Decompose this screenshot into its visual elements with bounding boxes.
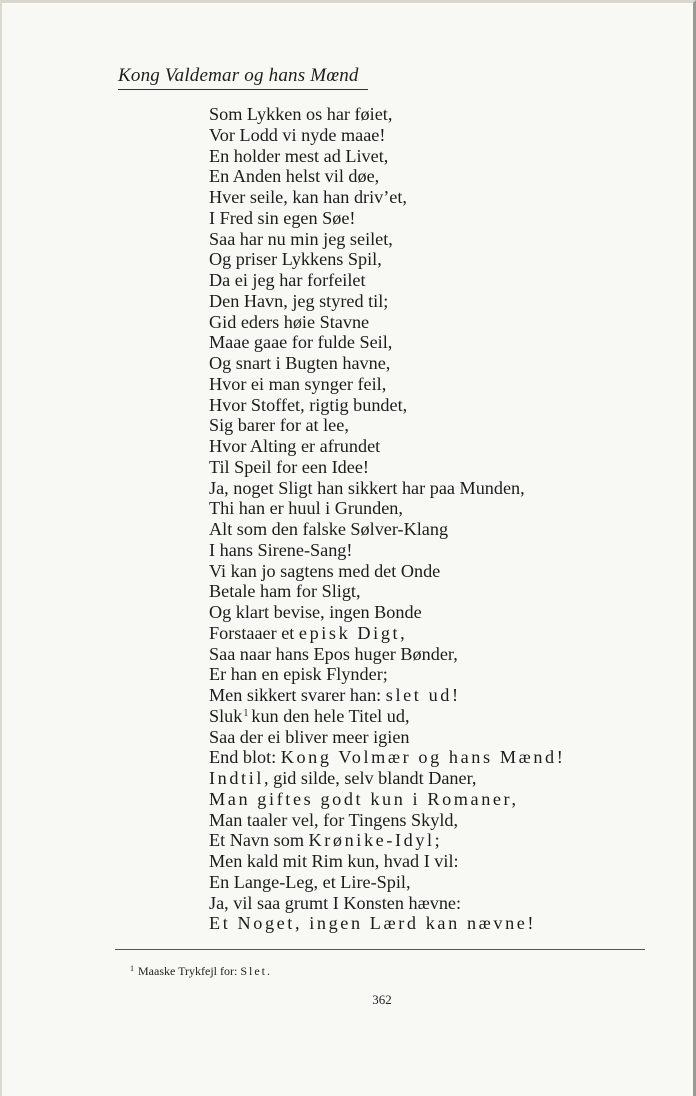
spaced-emphasis: Et Noget, ingen Lærd kan nævne! — [209, 913, 537, 934]
line-text: Vi kan jo sagtens med det Onde — [209, 560, 441, 581]
poem-line — [209, 830, 565, 851]
poem-line — [209, 810, 565, 831]
line-text: En Anden helst vil døe, — [209, 166, 380, 187]
line-text: Men sikkert svarer han: — [209, 685, 386, 705]
spaced-emphasis: Indtil — [209, 768, 265, 788]
line-text: Hver seile, kan han driv’et, — [209, 187, 407, 207]
poem-body — [209, 104, 565, 934]
poem-line — [209, 685, 565, 706]
poem-line — [209, 415, 565, 436]
spaced-emphasis: Krønike-Idyl; — [308, 830, 443, 851]
footnote-emphasis: Slet. — [240, 964, 272, 978]
poem-line — [209, 664, 565, 685]
spaced-emphasis: episk Digt — [298, 622, 401, 643]
poem-line — [209, 166, 565, 187]
poem-line — [209, 146, 565, 167]
poem-line — [209, 395, 565, 416]
poem-line — [209, 851, 565, 872]
line-text: Et Navn som — [209, 830, 309, 851]
poem-line — [209, 457, 565, 478]
poem-line — [209, 893, 565, 914]
poem-line — [209, 623, 565, 644]
poem-line — [209, 374, 565, 395]
poem-line — [209, 249, 565, 270]
poem-line — [209, 872, 565, 893]
footnote-text: Maaske Trykfejl for: — [138, 964, 241, 978]
poem-line — [209, 125, 565, 146]
spaced-emphasis: Man giftes godt kun i Romaner, — [209, 788, 519, 809]
page-number: 362 — [372, 992, 392, 1007]
line-text: Thi han er huul i Grunden, — [209, 498, 403, 519]
poem-line — [209, 312, 565, 333]
poem-line — [209, 187, 565, 208]
poem-line — [209, 353, 565, 374]
line-text: , — [400, 622, 405, 643]
footnote-reference: 1 — [243, 707, 249, 719]
line-text: , gid silde, selv blandt Daner, — [264, 768, 477, 788]
line-text: Som Lykken os har føiet, — [209, 104, 393, 124]
line-text: Hvor ei man synger feil, — [209, 373, 387, 394]
poem-line — [209, 727, 565, 748]
line-text: En Lange-Leg, et Lire-Spil, — [209, 871, 411, 892]
poem-line — [209, 436, 565, 457]
poem-line — [209, 644, 565, 665]
poem-line — [209, 540, 565, 561]
poem-line — [209, 478, 565, 499]
line-text: I hans Sirene-Sang! — [209, 539, 353, 560]
running-head: Kong Valdemar og hans Mœnd — [118, 65, 368, 90]
poem-line — [209, 581, 565, 602]
poem-line — [209, 747, 565, 768]
line-text: Forstaaer et — [209, 622, 299, 643]
line-text: kun den hele Titel ud, — [251, 705, 410, 726]
footnote-divider — [115, 949, 645, 950]
poem-line — [209, 104, 565, 125]
poem-line — [209, 602, 565, 623]
line-text: Til Speil for een Idee! — [209, 456, 369, 477]
poem-line — [209, 561, 565, 582]
line-text: Og snart i Bugten havne, — [209, 353, 391, 373]
line-text: Hvor Stoffet, rigtig bundet, — [209, 394, 408, 415]
poem-line — [209, 229, 565, 250]
spaced-emphasis: Kong Volmær og hans Mænd! — [280, 747, 566, 768]
poem-line — [209, 519, 565, 540]
line-text: Og priser Lykkens Spil, — [209, 249, 382, 270]
line-text: Gid eders høie Stavne — [209, 311, 370, 332]
poem-line — [209, 332, 565, 353]
poem-line — [209, 208, 565, 229]
line-text: Saa der ei bliver meer igien — [209, 726, 410, 747]
spaced-emphasis: slet ud! — [385, 685, 461, 705]
line-text: Betale ham for Sligt, — [209, 581, 361, 602]
line-text: Vor Lodd vi nyde maae! — [209, 124, 386, 145]
footnote-marker: 1 — [130, 964, 134, 973]
footnote — [130, 964, 272, 979]
line-text: End blot: — [209, 747, 281, 768]
poem-line — [209, 270, 565, 291]
line-text: Alt som den falske Sølver-Klang — [209, 519, 449, 539]
poem-line — [209, 789, 565, 810]
line-text: Maae gaae for fulde Seil, — [209, 332, 393, 353]
poem-line — [209, 913, 565, 934]
line-text: Saa har nu min jeg seilet, — [209, 228, 393, 249]
poem-line — [209, 706, 565, 727]
line-text: Ja, noget Sligt han sikkert har paa Munden, — [209, 477, 525, 498]
line-text: En holder mest ad Livet, — [209, 145, 389, 166]
line-text: Man taaler vel, for Tingens Skyld, — [209, 809, 459, 830]
line-text: Sig barer for at lee, — [209, 415, 349, 436]
line-text: Saa naar hans Epos huger Bønder, — [209, 643, 458, 664]
line-text: Er han en episk Flynder; — [209, 664, 388, 685]
poem-line — [209, 291, 565, 312]
line-text: Hvor Alting er afrundet — [209, 436, 381, 456]
line-text: I Fred sin egen Søe! — [209, 207, 356, 228]
line-text: Den Havn, jeg styred til; — [209, 290, 389, 311]
poem-line — [209, 498, 565, 519]
line-text: Ja, vil saa grumt I Konsten hævne: — [209, 892, 462, 913]
line-text: Da ei jeg har forfeilet — [209, 270, 366, 290]
line-text: Men kald mit Rim kun, hvad I vil: — [209, 851, 459, 871]
line-text: Og klart bevise, ingen Bonde — [209, 602, 422, 622]
line-text: Sluk — [209, 705, 243, 726]
poem-line — [209, 768, 565, 789]
